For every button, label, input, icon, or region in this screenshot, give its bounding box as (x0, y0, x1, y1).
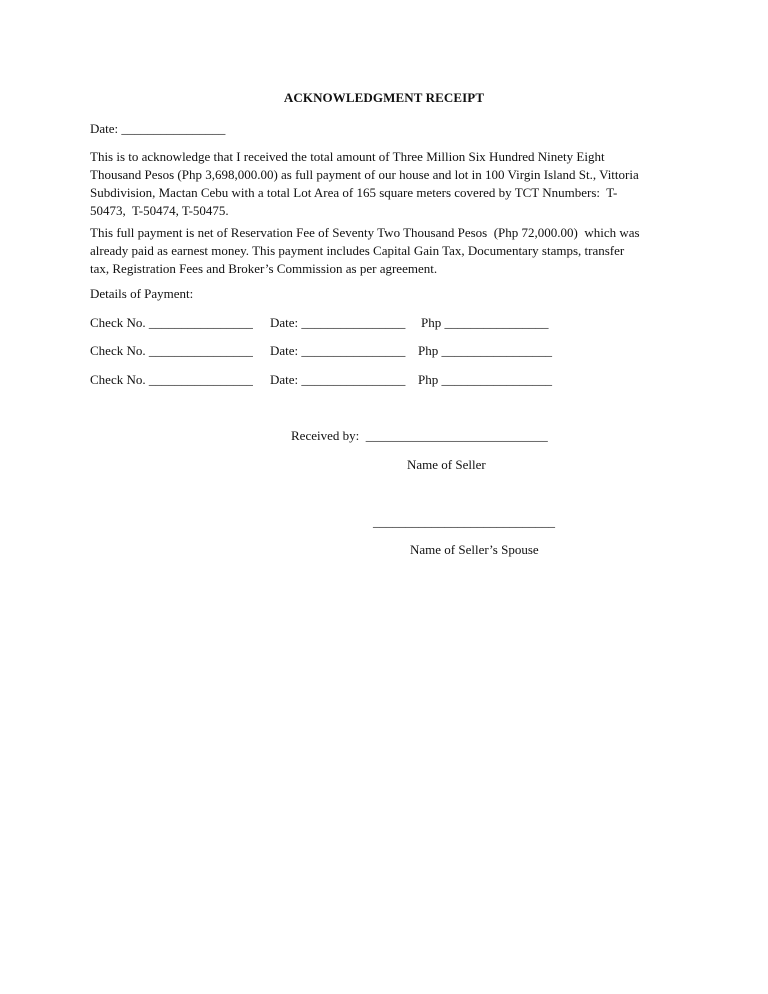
received-by-line: Received by: ____________________________ (291, 428, 548, 443)
name-of-spouse-label: Name of Seller’s Spouse (410, 542, 539, 557)
payment-date-field: Date: ________________ (270, 343, 406, 358)
payment-date-field: Date: ________________ (270, 315, 406, 330)
paragraph-line: already paid as earnest money. This payment includes Capital Gain Tax, Documentary stamps, transfer (90, 243, 625, 258)
paragraph-line: 50473, T-50474, T-50475. (90, 203, 229, 218)
paragraph-line: Thousand Pesos (Php 3,698,000.00) as full payment of our house and lot in 100 Virgin Island St., Vittoria (90, 167, 639, 182)
details-heading: Details of Payment: (90, 286, 194, 301)
paragraph-reservation-fee (90, 224, 690, 278)
paragraph-full-payment (90, 148, 690, 220)
spouse-signature-line: ____________________________ (373, 514, 555, 529)
date-line: Date: ________________ (90, 121, 226, 136)
payment-date-field: Date: ________________ (270, 372, 406, 387)
document-title: ACKNOWLEDGMENT RECEIPT (283, 90, 485, 105)
name-of-seller-label: Name of Seller (407, 457, 486, 472)
payment-check-field: Check No. ________________ (90, 315, 253, 330)
paragraph-line: This full payment is net of Reservation Fee of Seventy Two Thousand Pesos (Php 72,000.00) which was (90, 225, 640, 240)
payment-amount-field: Php _________________ (418, 372, 552, 387)
payment-check-field: Check No. ________________ (90, 372, 253, 387)
payment-amount-field: Php ________________ (421, 315, 549, 330)
paragraph-line: Subdivision, Mactan Cebu with a total Lot Area of 165 square meters covered by TCT Nnumbers: T- (90, 185, 618, 200)
payment-amount-field: Php _________________ (418, 343, 552, 358)
payment-check-field: Check No. ________________ (90, 343, 253, 358)
paragraph-line: tax, Registration Fees and Broker’s Commission as per agreement. (90, 261, 438, 276)
paragraph-line: This is to acknowledge that I received the total amount of Three Million Six Hundred Ninety Eight (90, 149, 605, 164)
